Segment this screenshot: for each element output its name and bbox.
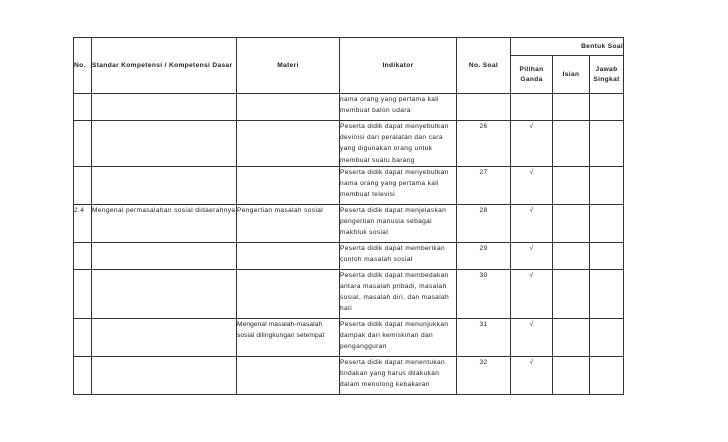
row-isian xyxy=(553,94,590,121)
row-no-soal: 32 xyxy=(457,356,511,394)
row-jawab-singkat xyxy=(590,318,624,356)
row-indikator: Peserta didik dapat membedakan antara masalah pribadi, masalah sosial, masalah diri, dan masalah hati xyxy=(340,269,457,318)
row-no xyxy=(74,356,92,394)
table-row xyxy=(74,242,624,269)
table-row xyxy=(74,269,624,318)
row-pilihan-ganda: √ xyxy=(511,242,553,269)
col-header-jawab-singkat: Jawab Singkat xyxy=(590,56,624,94)
col-header-isian: Isian xyxy=(553,56,590,94)
col-header-materi: Materi xyxy=(237,38,340,94)
row-jawab-singkat xyxy=(590,121,624,167)
row-indikator: Peserta didik dapat menyebutkan nama orang yang pertama kali membuat televisi xyxy=(340,166,457,204)
col-header-standar: Standar Kompetensi / Kompetensi Dasar xyxy=(92,38,237,94)
table-row xyxy=(74,318,624,356)
table-row xyxy=(74,166,624,204)
row-standar xyxy=(92,242,237,269)
row-jawab-singkat xyxy=(590,269,624,318)
row-no-soal: 29 xyxy=(457,242,511,269)
row-no xyxy=(74,166,92,204)
row-standar xyxy=(92,166,237,204)
col-header-indikator: Indikator xyxy=(340,38,457,94)
row-jawab-singkat xyxy=(590,204,624,242)
row-standar xyxy=(92,269,237,318)
row-no xyxy=(74,94,92,121)
row-indikator: Peserta didik dapat menjelaskan pengertian manusia sebagai makhluk sosial xyxy=(340,204,457,242)
row-no xyxy=(74,269,92,318)
row-materi xyxy=(237,121,340,167)
row-pilihan-ganda: √ xyxy=(511,121,553,167)
row-isian xyxy=(553,166,590,204)
competency-table xyxy=(73,37,624,395)
row-materi xyxy=(237,166,340,204)
row-isian xyxy=(553,318,590,356)
row-standar xyxy=(92,121,237,167)
row-jawab-singkat xyxy=(590,242,624,269)
row-pilihan-ganda: √ xyxy=(511,356,553,394)
row-no-soal: 30 xyxy=(457,269,511,318)
table-row xyxy=(74,204,624,242)
row-materi xyxy=(237,356,340,394)
row-pilihan-ganda: √ xyxy=(511,269,553,318)
col-header-pilihan-ganda: Pilihan Ganda xyxy=(511,56,553,94)
row-indikator: nama orang yang pertama kali membuat balon udara xyxy=(340,94,457,121)
row-indikator: Peserta didik dapat menentukan tindakan yang harus dilakukan dalam menolong kebakaran xyxy=(340,356,457,394)
table-row xyxy=(74,121,624,167)
row-jawab-singkat xyxy=(590,94,624,121)
row-pilihan-ganda: √ xyxy=(511,166,553,204)
row-materi xyxy=(237,94,340,121)
row-materi: Mengenal masalah-masalah sosial dilingkungan setempat xyxy=(237,318,340,356)
row-no: 2.4 xyxy=(74,204,92,242)
col-header-bentuk-soal: Bentuk Soal xyxy=(511,38,624,56)
row-standar xyxy=(92,356,237,394)
row-materi xyxy=(237,269,340,318)
row-pilihan-ganda: √ xyxy=(511,204,553,242)
row-pilihan-ganda: √ xyxy=(511,318,553,356)
row-indikator: Peserta didik dapat menunjukkan dampak dari kemiskinan dan pengangguran xyxy=(340,318,457,356)
row-standar xyxy=(92,94,237,121)
row-indikator: Peserta didik dapat menyebutkan devinisi dari peralatan dan cara yang digunakan orang untuk membuat suatu barang xyxy=(340,121,457,167)
row-no-soal: 31 xyxy=(457,318,511,356)
row-jawab-singkat xyxy=(590,356,624,394)
row-indikator: Peserta didik dapat memberikan contoh masalah sosial xyxy=(340,242,457,269)
row-no xyxy=(74,242,92,269)
row-isian xyxy=(553,204,590,242)
row-isian xyxy=(553,269,590,318)
row-no-soal: 28 xyxy=(457,204,511,242)
row-standar: Mengenal permasalahan sosial didaerahnya xyxy=(92,204,237,242)
row-no xyxy=(74,121,92,167)
col-header-no: No. xyxy=(74,38,92,94)
row-standar xyxy=(92,318,237,356)
row-jawab-singkat xyxy=(590,166,624,204)
table-row xyxy=(74,94,624,121)
row-pilihan-ganda xyxy=(511,94,553,121)
table-body xyxy=(74,94,624,395)
header-row-1 xyxy=(74,38,624,56)
col-header-no-soal: No. Soal xyxy=(457,38,511,94)
row-no-soal: 27 xyxy=(457,166,511,204)
row-no-soal xyxy=(457,94,511,121)
row-isian xyxy=(553,242,590,269)
row-no-soal: 26 xyxy=(457,121,511,167)
row-materi xyxy=(237,242,340,269)
row-materi: Pengertian masalah sosial xyxy=(237,204,340,242)
row-isian xyxy=(553,356,590,394)
table-row xyxy=(74,356,624,394)
row-isian xyxy=(553,121,590,167)
row-no xyxy=(74,318,92,356)
